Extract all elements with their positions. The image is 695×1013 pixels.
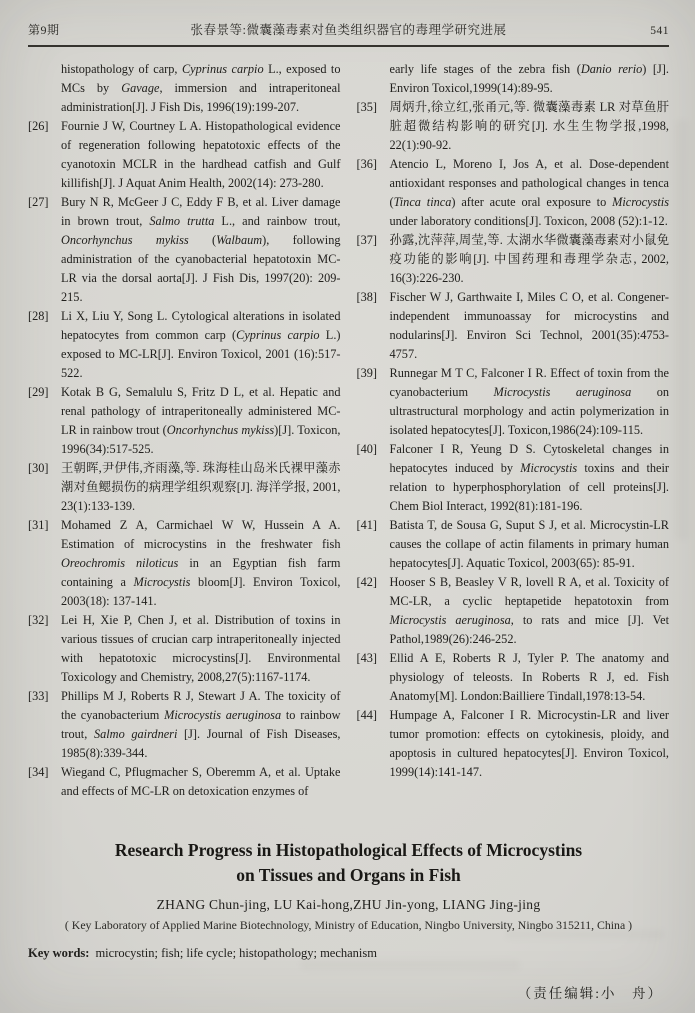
reference-item	[28, 193, 341, 307]
reference-text: Fischer W J, Garthwaite I, Miles C O, et al. Congener-independent immunoassay for microcystins and nodularins[J]. Environ Sci Technol, 2001(35):4753-4757.	[389, 290, 669, 361]
keywords-line	[28, 946, 669, 961]
scan-artifact	[675, 120, 689, 540]
reference-text: Kotak B G, Semalulu S, Fritz D L, et al. Hepatic and renal pathology of intraperitoneally administered MC-LR in rainbow trout (Oncorhynchus mykiss)[J]. Toxicon, 1996(34):517-525.	[61, 385, 341, 456]
reference-number: [39]	[356, 366, 377, 380]
reference-item	[357, 288, 670, 364]
reference-text: Wiegand C, Pflugmacher S, Oberemm A, et al. Uptake and effects of MC-LR on detoxication enzymes of	[61, 765, 341, 798]
reference-text: Batista T, de Sousa G, Suput S J, et al. Microcystin-LR causes the collape of actin filaments in primary human hepatocytes[J]. Aquatic Toxicol, 2003(65): 85-91.	[389, 518, 669, 570]
reference-text: Ellid A E, Roberts R J, Tyler P. The anatomy and physiology of teleosts. In Roberts R J, ed. Fish Anatomy[M]. London:Bailliere Tindall,1978:13-54.	[389, 651, 669, 703]
reference-text: Fournie J W, Courtney L A. Histopathological evidence of regeneration following hepatotoxic effects of the cyanotoxin MCLR in the hardhead catfish and Gulf killifish[J]. J Aquat Anim Health, 2002(14): 273-280.	[61, 119, 341, 190]
keywords-text: microcystin; fish; life cycle; histopathology; mechanism	[95, 946, 377, 960]
reference-number: [37]	[356, 233, 377, 247]
page-header	[28, 20, 669, 38]
reference-item	[357, 440, 670, 516]
affiliation-en: ( Key Laboratory of Applied Marine Biotechnology, Ministry of Education, Ningbo University, Ningbo 315211, China )	[64, 918, 633, 932]
reference-number: [35]	[356, 100, 377, 114]
reference-text: Humpage A, Falconer I R. Microcystin-LR and liver tumor promotion: effects on cytokinesis, ploidy, and apoptosis in cultured hepatocytes[J]. Environ Toxicol, 1999(14):141-147.	[389, 708, 669, 779]
reference-item	[357, 706, 670, 782]
reference-text: Runnegar M T C, Falconer I R. Effect of toxin from the cyanobacterium Microcystis aeruginosa on ultrastructural morphology and actin polymerization in isolated hepatocytes[J]. Toxicon,1986(24):109-115.	[389, 366, 669, 437]
keywords-label: Key words:	[28, 946, 90, 960]
reference-text: 王朝晖,尹伊伟,齐雨藻,等. 珠海桂山岛米氏裸甲藻赤潮对鱼鳃损伤的病理学组织观察[J]. 海洋学报, 2001, 23(1):133-139.	[61, 461, 341, 513]
reference-item	[357, 364, 670, 440]
reference-item	[357, 98, 670, 155]
reference-item	[28, 60, 341, 117]
reference-number: [34]	[28, 765, 49, 779]
reference-number: [40]	[356, 442, 377, 456]
article-info-section	[28, 838, 669, 1002]
reference-text: Bury N R, McGeer J C, Eddy F B, et al. Liver damage in brown trout, Salmo trutta L., and rainbow trout, Oncorhynchus mykiss (Walbaum), following administration of the cyanobacterial hepatotoxin MC-LR via the dorsal aorta[J]. J Fish Dis, 1997(20): 209-215.	[61, 195, 341, 304]
reference-number: [36]	[356, 157, 377, 171]
reference-text: early life stages of the zebra fish (Danio rerio) [J]. Environ Toxicol,1999(14):89-95.	[389, 62, 669, 95]
reference-item	[357, 573, 670, 649]
reference-item	[357, 516, 670, 573]
reference-text: 周炳升,徐立红,张甬元,等. 微囊藻毒素 LR 对草鱼肝脏超微结构影响的研究[J]. 水生生物学报,1998, 22(1):90-92.	[389, 100, 669, 152]
reference-text: Mohamed Z A, Carmichael W W, Hussein A A. Estimation of microcystins in the freshwater fish Oreochromis niloticus in an Egyptian fish farm containing a Microcystis bloom[J]. Environ Toxicol, 2003(18): 137-141.	[61, 518, 341, 608]
reference-item	[28, 763, 341, 801]
reference-text: Phillips M J, Roberts R J, Stewart J A. The toxicity of the cyanobacterium Microcystis aeruginosa to rainbow trout, Salmo gairdneri [J]. Journal of Fish Diseases, 1985(8):339-344.	[61, 689, 341, 760]
reference-number: [27]	[28, 195, 49, 209]
editor-credit: （责任编辑:小 舟）	[517, 986, 663, 1001]
reference-text: Hooser S B, Beasley V R, lovell R A, et al. Toxicity of MC-LR, a cyclic heptapetide hepatotoxin from Microcystis aeruginosa, to rats and mice [J]. Vet Pathol,1989(26):246-252.	[389, 575, 669, 646]
reference-item	[357, 60, 670, 98]
reference-item	[28, 383, 341, 459]
reference-text: Falconer I R, Yeung D S. Cytoskeletal changes in hepatocytes induced by Microcystis toxins and their relation to hyperphosphorylation of cell proteins[J]. Chem Biol Interact, 1992(81):181-196.	[389, 442, 669, 513]
reference-item	[28, 117, 341, 193]
reference-number: [26]	[28, 119, 49, 133]
reference-number: [33]	[28, 689, 49, 703]
reference-item	[357, 155, 670, 231]
reference-text: Atencio L, Moreno I, Jos A, et al. Dose-dependent antioxidant responses and pathological changes in tenca (Tinca tinca) after acute oral exposure to Microcystis under laboratory conditions[J]. Toxicon, 2008 (52):1-12.	[389, 157, 669, 228]
reference-item	[28, 307, 341, 383]
references-left-column	[28, 60, 341, 832]
reference-number: [30]	[28, 461, 49, 475]
reference-number: [42]	[356, 575, 377, 589]
reference-number: [41]	[356, 518, 377, 532]
running-title: 张春景等:微囊藻毒素对鱼类组织器官的毒理学研究进展	[190, 23, 507, 37]
header-rule	[28, 45, 669, 47]
reference-text: 孙露,沈萍萍,周莹,等. 太湖水华微囊藻毒素对小鼠免疫功能的影响[J]. 中国药理和毒理学杂志, 2002, 16(3):226-230.	[389, 233, 669, 285]
reference-number: [28]	[28, 309, 49, 323]
reference-number: [43]	[356, 651, 377, 665]
reference-item	[357, 649, 670, 706]
reference-item	[28, 611, 341, 687]
references-right-column	[357, 60, 670, 832]
reference-number: [31]	[28, 518, 49, 532]
reference-text: Lei H, Xie P, Chen J, et al. Distribution of toxins in various tissues of crucian carp intraperitoneally injected with hepatotoxic microcystins[J]. Environmental Toxicology and Chemistry, 2008,27(5):1167-1174.	[61, 613, 341, 684]
issue-label: 第9期	[28, 23, 60, 37]
reference-number: [29]	[28, 385, 49, 399]
references-section	[28, 60, 669, 832]
reference-number: [32]	[28, 613, 49, 627]
authors-en: ZHANG Chun-jing, LU Kai-hong,ZHU Jin-yong, LIANG Jing-jing	[156, 897, 541, 912]
reference-number: [38]	[356, 290, 377, 304]
reference-item	[28, 459, 341, 516]
article-title-en: Research Progress in Histopathological Effects of Microcystins on Tissues and Organs in Fish	[114, 840, 583, 885]
reference-item	[357, 231, 670, 288]
reference-text: histopathology of carp, Cyprinus carpio L., exposed to MCs by Gavage, immersion and intraperitoneal administration[J]. J Fish Dis, 1996(19):199-207.	[61, 62, 341, 114]
page-number: 541	[650, 25, 669, 37]
reference-item	[28, 516, 341, 611]
reference-text: Li X, Liu Y, Song L. Cytological alterations in isolated hepatocytes from common carp (Cyprinus carpio L.) exposed to MC-LR[J]. Environ Toxicol, 2001 (16):517-522.	[61, 309, 341, 380]
reference-item	[28, 687, 341, 763]
reference-number: [44]	[356, 708, 377, 722]
